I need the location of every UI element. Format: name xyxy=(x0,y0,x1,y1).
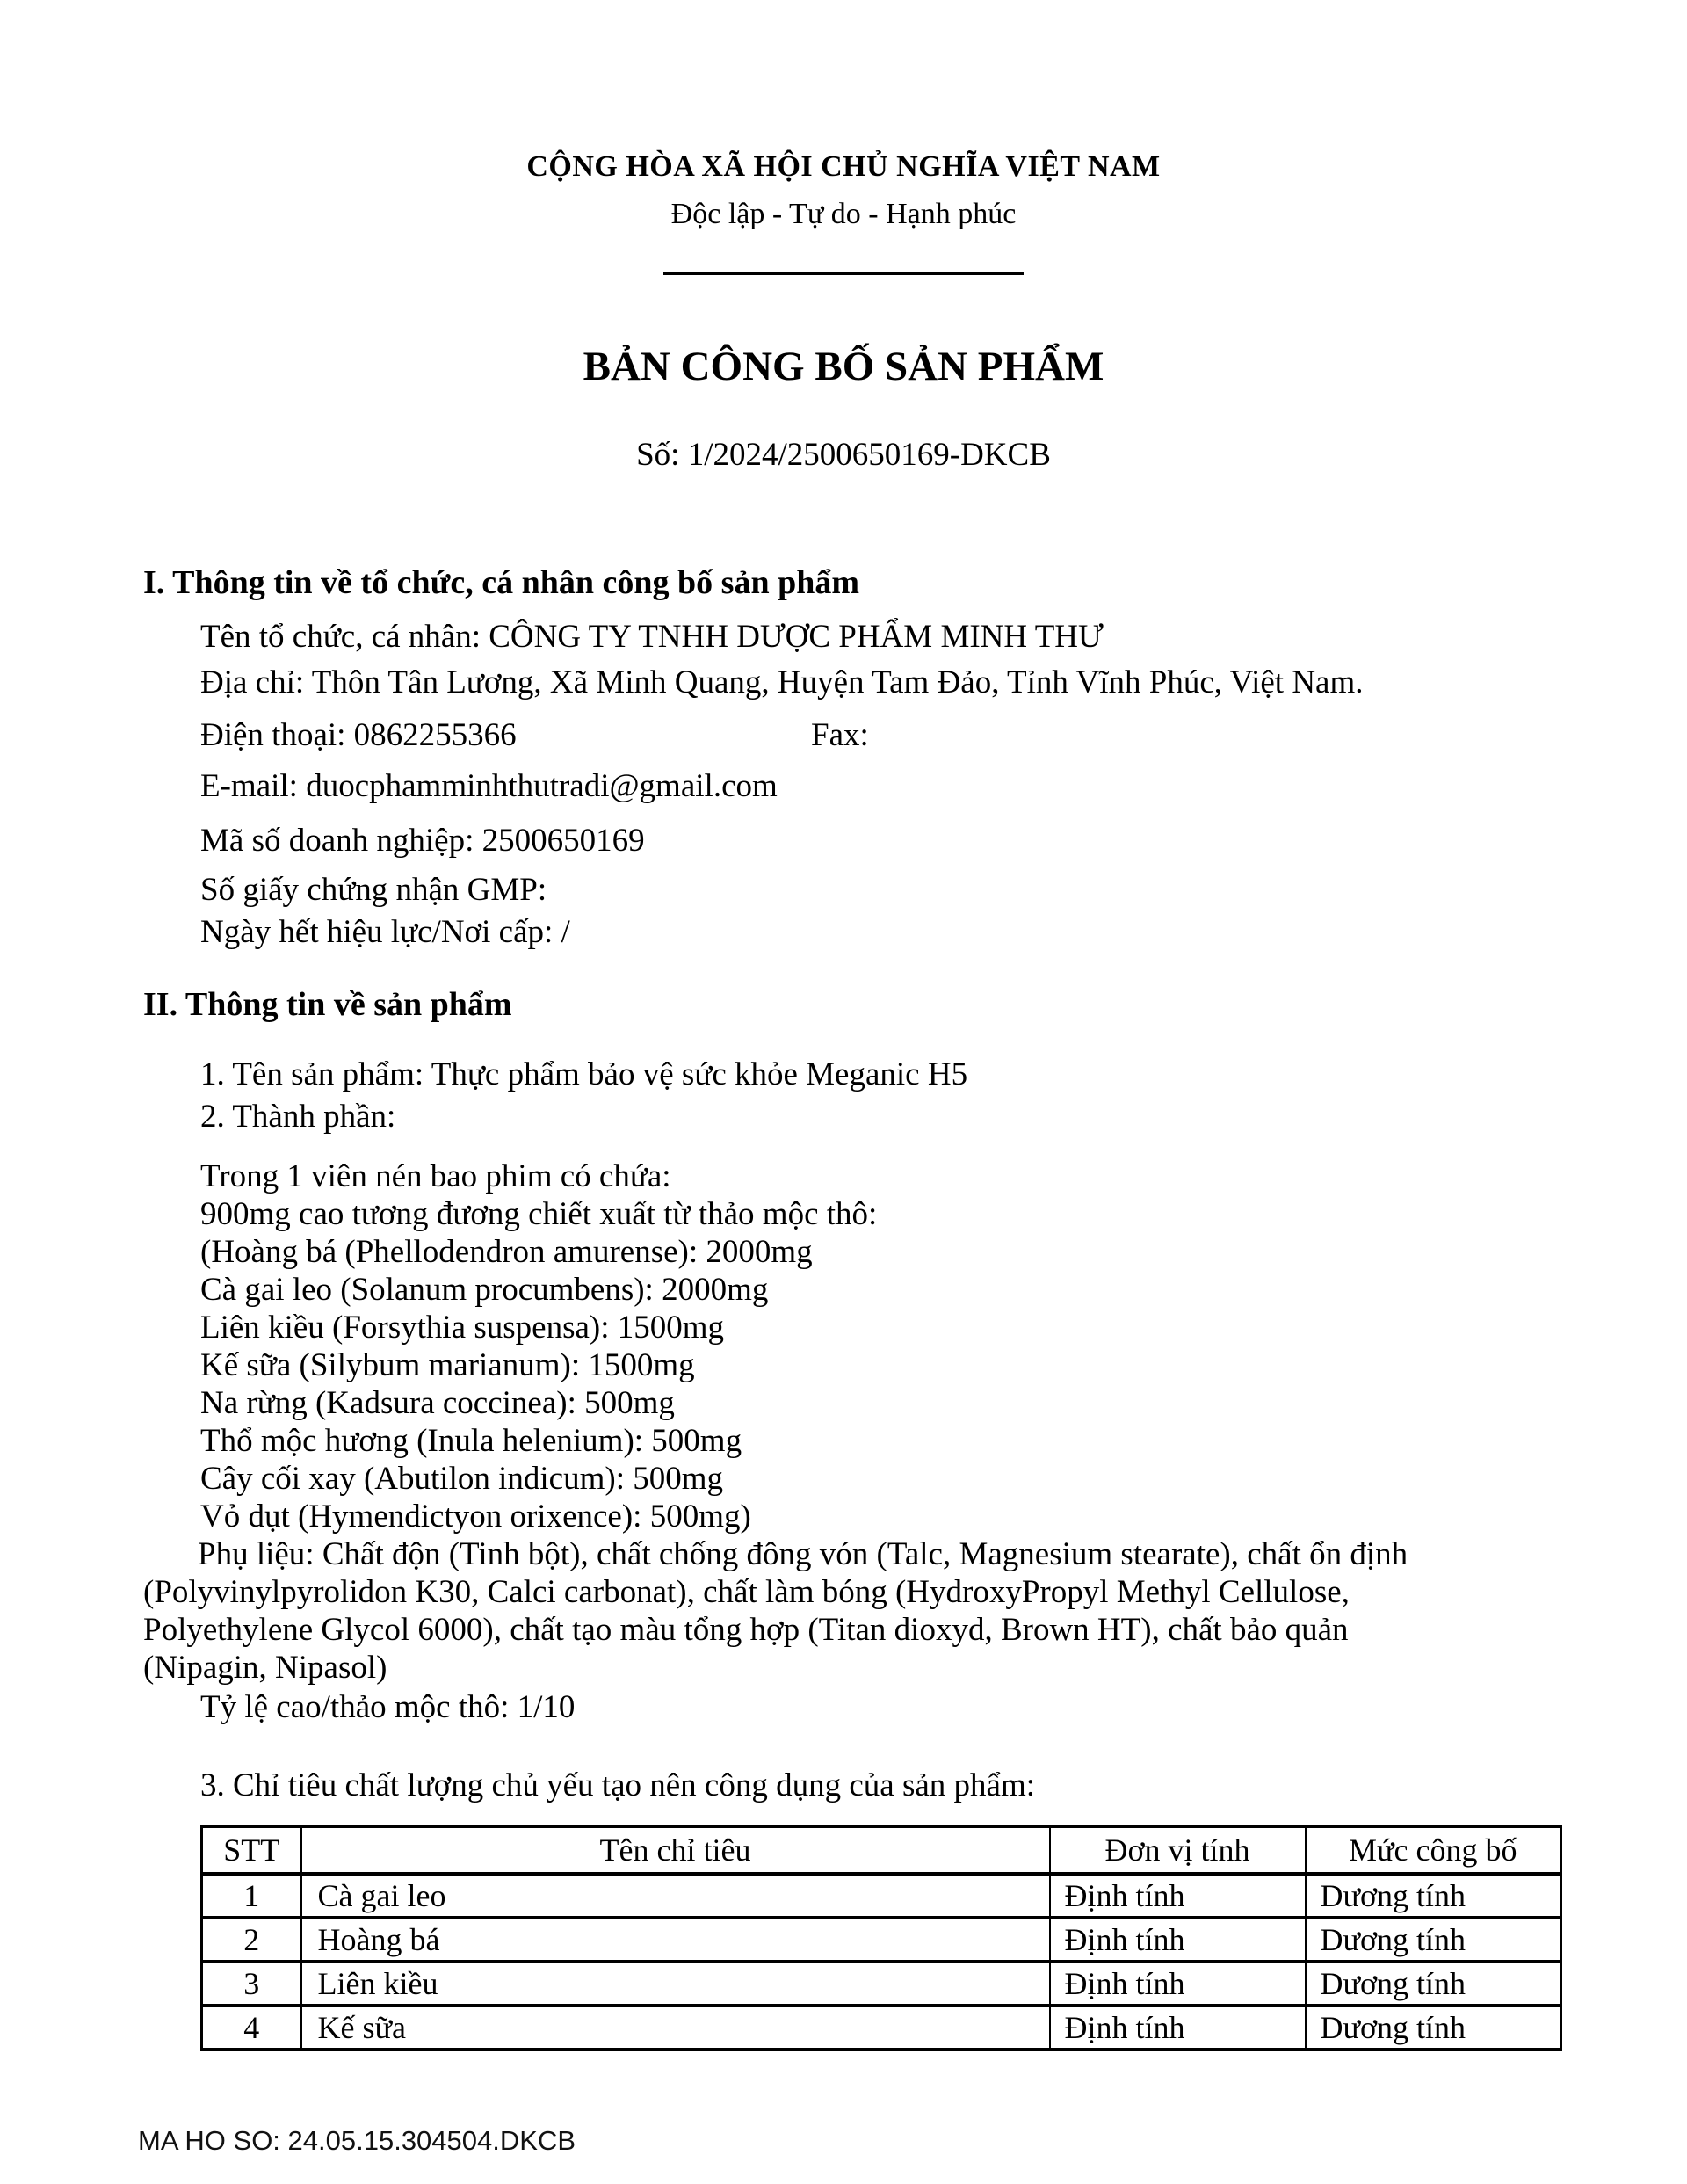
table-header-unit: Đơn vị tính xyxy=(1050,1826,1306,1874)
table-cell-unit: Định tính xyxy=(1050,1918,1306,1962)
excipients-line: (Polyvinylpyrolidon K30, Calci carbonat), chất làm bóng (HydroxyPropyl Methyl Cellulose, xyxy=(143,1574,1350,1610)
table-header-row xyxy=(202,1826,1561,1874)
business-code-line: Mã số doanh nghiệp: 2500650169 xyxy=(200,823,645,859)
table-cell-level: Dương tính xyxy=(1306,1874,1561,1918)
document-title: BẢN CÔNG BỐ SẢN PHẨM xyxy=(583,344,1104,389)
composition-label: 2. Thành phần: xyxy=(200,1099,396,1135)
ingredient-line: Cà gai leo (Solanum procumbens): 2000mg xyxy=(200,1272,769,1308)
quality-criteria-label: 3. Chỉ tiêu chất lượng chủ yếu tạo nên công dụng của sản phẩm: xyxy=(200,1767,1036,1803)
excipients-paragraph xyxy=(0,1535,1687,1687)
document-number: Số: 1/2024/2500650169-DKCB xyxy=(636,437,1051,473)
national-header-block xyxy=(0,148,1687,275)
page-footer xyxy=(0,2125,1687,2157)
excipients-line: (Nipagin, Nipasol) xyxy=(143,1650,387,1686)
phone-fax-line xyxy=(200,715,1634,757)
table-cell-level: Dương tính xyxy=(1306,1962,1561,2006)
phone-value: Điện thoại: 0862255366 xyxy=(200,717,517,753)
table-row xyxy=(202,1962,1561,2006)
national-motto-line2: Độc lập - Tự do - Hạnh phúc xyxy=(670,198,1017,230)
table-cell-criterion: Liên kiều xyxy=(301,1962,1050,2006)
ingredient-line: Vỏ dụt (Hymendictyon orixence): 500mg) xyxy=(200,1498,751,1535)
table-cell-level: Dương tính xyxy=(1306,1918,1561,1962)
table-cell-criterion: Hoàng bá xyxy=(301,1918,1050,1962)
ingredient-line: Trong 1 viên nén bao phim có chứa: xyxy=(200,1158,671,1194)
org-name-line: Tên tổ chức, cá nhân: CÔNG TY TNHH DƯỢC PHẨM MINH THƯ xyxy=(200,619,1104,655)
table-row xyxy=(202,1874,1561,1918)
address-line: Địa chỉ: Thôn Tân Lương, Xã Minh Quang, Huyện Tam Đảo, Tỉnh Vĩnh Phúc, Việt Nam. xyxy=(200,664,1364,700)
table-header-criterion: Tên chỉ tiêu xyxy=(301,1826,1050,1874)
ingredient-line: Kế sữa (Silybum marianum): 1500mg xyxy=(200,1347,695,1383)
expiry-line: Ngày hết hiệu lực/Nơi cấp: / xyxy=(200,914,570,950)
ingredient-line: (Hoàng bá (Phellodendron amurense): 2000mg xyxy=(200,1234,813,1270)
section2-heading: II. Thông tin về sản phẩm xyxy=(143,986,512,1023)
product-name-line: 1. Tên sản phẩm: Thực phẩm bảo vệ sức khỏe Meganic H5 xyxy=(200,1056,968,1092)
table-row xyxy=(202,1918,1561,1962)
national-motto-line1: CỘNG HÒA XÃ HỘI CHỦ NGHĨA VIỆT NAM xyxy=(526,150,1161,183)
table-cell-unit: Định tính xyxy=(1050,2006,1306,2050)
ingredient-line: Cây cối xay (Abutilon indicum): 500mg xyxy=(200,1461,723,1497)
excipients-line: Phụ liệu: Chất độn (Tinh bột), chất chống đông vón (Talc, Magnesium stearate), chất ổn định xyxy=(198,1536,1408,1572)
gmp-cert-line: Số giấy chứng nhận GMP: xyxy=(200,872,547,908)
ingredient-line: Thổ mộc hương (Inula helenium): 500mg xyxy=(200,1423,742,1459)
quality-criteria-table xyxy=(200,1825,1562,2051)
table-cell-stt: 3 xyxy=(202,1962,301,2006)
excipients-line: Polyethylene Glycol 6000), chất tạo màu tổng hợp (Titan dioxyd, Brown HT), chất bảo quản xyxy=(143,1612,1349,1648)
table-header-level: Mức công bố xyxy=(1306,1826,1561,1874)
file-code: MA HO SO: 24.05.15.304504.DKCB xyxy=(138,2125,576,2156)
table-cell-level: Dương tính xyxy=(1306,2006,1561,2050)
table-header-stt: STT xyxy=(202,1826,301,1874)
table-row xyxy=(202,2006,1561,2050)
table-cell-stt: 1 xyxy=(202,1874,301,1918)
ratio-line: Tỷ lệ cao/thảo mộc thô: 1/10 xyxy=(200,1689,576,1725)
section-organization-info xyxy=(0,562,1687,954)
fax-label: Fax: xyxy=(811,717,869,753)
table-cell-unit: Định tính xyxy=(1050,1962,1306,2006)
ingredient-line: Na rừng (Kadsura coccinea): 500mg xyxy=(200,1385,675,1421)
table-cell-stt: 2 xyxy=(202,1918,301,1962)
section-product-info xyxy=(0,983,1687,2051)
email-line: E-mail: duocphamminhthutradi@gmail.com xyxy=(200,768,778,804)
table-cell-criterion: Kế sữa xyxy=(301,2006,1050,2050)
section1-heading: I. Thông tin về tổ chức, cá nhân công bố sản phẩm xyxy=(143,564,859,601)
table-cell-criterion: Cà gai leo xyxy=(301,1874,1050,1918)
ingredient-line: 900mg cao tương đương chiết xuất từ thảo mộc thô: xyxy=(200,1196,878,1232)
ingredient-list xyxy=(0,1157,1687,1535)
ingredient-line: Liên kiều (Forsythia suspensa): 1500mg xyxy=(200,1310,725,1346)
table-cell-unit: Định tính xyxy=(1050,1874,1306,1918)
table-cell-stt: 4 xyxy=(202,2006,301,2050)
header-divider xyxy=(663,272,1024,275)
